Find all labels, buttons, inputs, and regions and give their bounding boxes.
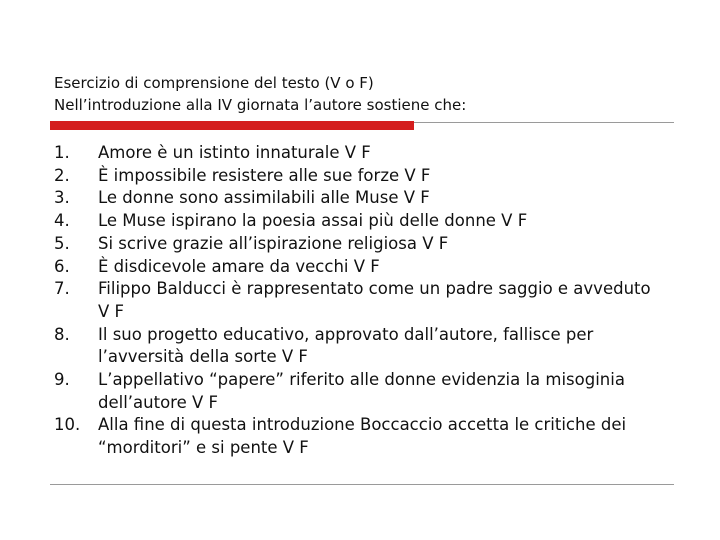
item-text: Alla fine di questa introduzione Boccaccio accetta le critiche dei “morditori” e si pente V F	[98, 415, 627, 458]
item-number: 9.	[54, 370, 70, 390]
item-text: Le Muse ispirano la poesia assai più delle donne V F	[98, 211, 528, 231]
list-item	[54, 187, 664, 210]
item-text: È disdicevole amare da vecchi V F	[98, 256, 380, 276]
exercise-prompt: Nell’introduzione alla IV giornata l’autore sostiene che:	[54, 96, 467, 114]
item-text: Si scrive grazie all’ispirazione religiosa V F	[98, 233, 449, 253]
item-number: 1.	[54, 143, 70, 162]
list-item	[54, 210, 664, 233]
item-number: 2.	[54, 165, 70, 185]
list-item	[54, 233, 664, 256]
item-text: Amore è un istinto innaturale V F	[98, 143, 371, 162]
item-number: 7.	[54, 279, 70, 299]
exercise-header	[54, 72, 466, 116]
item-number: 6.	[54, 256, 70, 276]
item-number: 8.	[54, 324, 70, 344]
list-item	[54, 278, 664, 323]
item-text: Filippo Balducci è rappresentato come un padre saggio e avveduto V F	[98, 279, 651, 321]
item-number: 3.	[54, 188, 70, 208]
list-item	[54, 414, 664, 459]
list-item	[54, 165, 664, 188]
exercise-title: Esercizio di comprensione del testo (V o F)	[54, 74, 374, 92]
item-text: È impossibile resistere alle sue forze V F	[98, 165, 431, 185]
list-item	[54, 142, 664, 165]
list-item	[54, 256, 664, 279]
list-item	[54, 369, 664, 414]
item-number: 4.	[54, 211, 70, 231]
bottom-divider	[50, 484, 674, 485]
accent-bar	[50, 121, 414, 130]
item-number: 10.	[54, 415, 81, 435]
statement-list	[54, 142, 664, 460]
item-text: L’appellativo “papere” riferito alle donne evidenzia la misoginia dell’autore V F	[98, 370, 625, 412]
list-item	[54, 324, 664, 369]
item-text: Il suo progetto educativo, approvato dall’autore, fallisce per l’avversità della sorte V F	[98, 324, 594, 367]
item-text: Le donne sono assimilabili alle Muse V F	[98, 188, 430, 208]
item-number: 5.	[54, 233, 70, 253]
